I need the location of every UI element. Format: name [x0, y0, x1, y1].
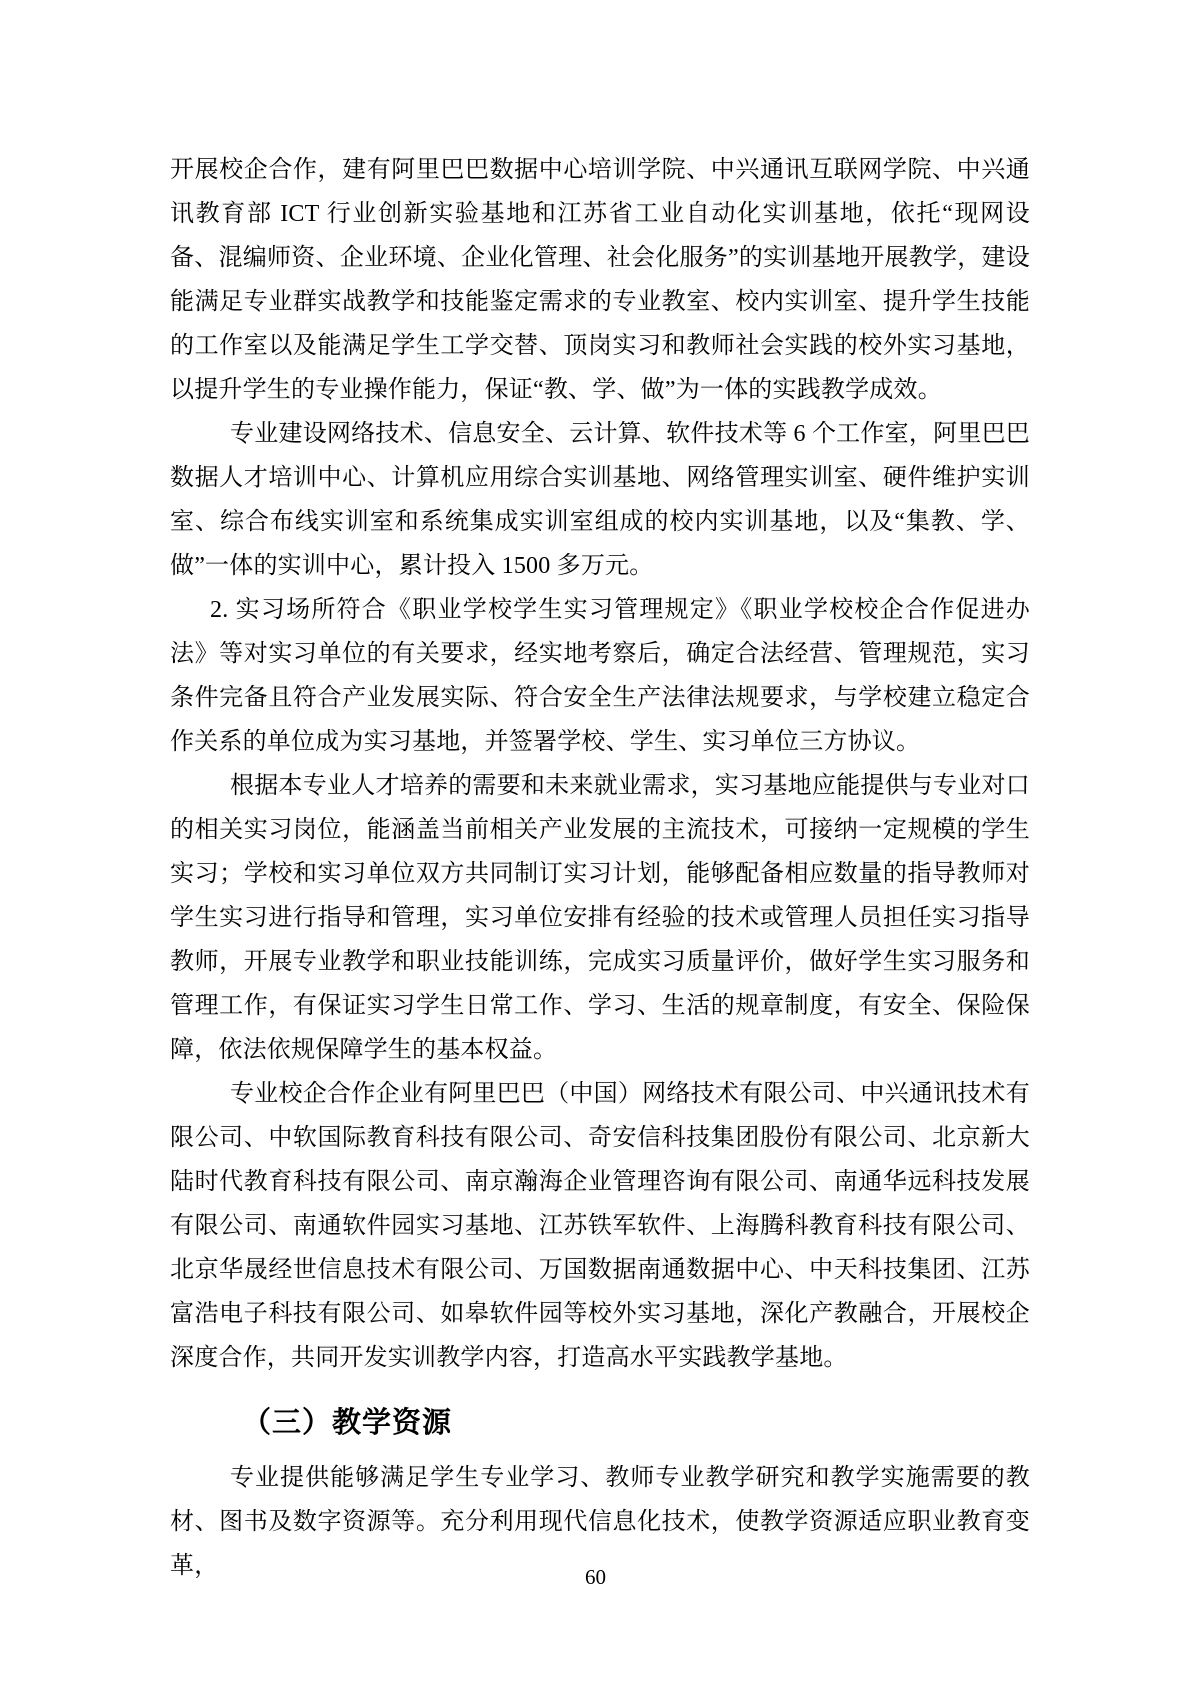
- body-paragraph: 2. 实习场所符合《职业学校学生实习管理规定》《职业学校校企合作促进办法》等对实习单位的有关要求，经实地考察后，确定合法经营、管理规范，实习条件完备且符合产业发展实际、符合安全生产法律法规要求，与学校建立稳定合作关系的单位成为实习基地，并签署学校、学生、实习单位三方协议。: [170, 597, 1030, 755]
- body-paragraph: 根据本专业人才培养的需要和未来就业需求，实习基地应能提供与专业对口的相关实习岗位，能涵盖当前相关产业发展的主流技术，可接纳一定规模的学生实习；学校和实习单位双方共同制订实习计划，能够配备相应数量的指导教师对学生实习进行指导和管理，实习单位安排有经验的技术或管理人员担任实习指导教师，开展专业教学和职业技能训练，完成实习质量评价，做好学生实习服务和管理工作，有保证实习学生日常工作、学习、生活的规章制度，有安全、保险保障，依法依规保障学生的基本权益。: [170, 773, 1030, 1063]
- body-paragraph: 专业提供能够满足学生专业学习、教师专业教学研究和教学实施需要的教材、图书及数字资源等。充分利用现代信息化技术，使教学资源适应职业教育变革，: [170, 1465, 1030, 1579]
- section-heading: （三）教学资源: [242, 1407, 453, 1439]
- body-paragraph: 专业校企合作企业有阿里巴巴（中国）网络技术有限公司、中兴通讯技术有限公司、中软国际教育科技有限公司、奇安信科技集团股份有限公司、北京新大陆时代教育科技有限公司、南京瀚海企业管理咨询有限公司、南通华远科技发展有限公司、南通软件园实习基地、江苏铁军软件、上海腾科教育科技有限公司、北京华晟经世信息技术有限公司、万国数据南通数据中心、中天科技集团、江苏富浩电子科技有限公司、如皋软件园等校外实习基地，深化产教融合，开展校企深度合作，共同开发实训教学内容，打造高水平实践教学基地。: [170, 1081, 1030, 1371]
- page-number: 60: [585, 1565, 606, 1589]
- document-body: [170, 148, 1030, 1588]
- body-paragraph: 专业建设网络技术、信息安全、云计算、软件技术等 6 个工作室，阿里巴巴数据人才培训中心、计算机应用综合实训基地、网络管理实训室、硬件维护实训室、综合布线实训室和系统集成实训室组成的校内实训基地，以及“集教、学、做”一体的实训中心，累计投入 1500 多万元。: [170, 421, 1030, 579]
- body-paragraph: 开展校企合作，建有阿里巴巴数据中心培训学院、中兴通讯互联网学院、中兴通讯教育部 ICT 行业创新实验基地和江苏省工业自动化实训基地，依托“现网设备、混编师资、企业环境、企业化管理、社会化服务”的实训基地开展教学，建设能满足专业群实战教学和技能鉴定需求的专业教室、校内实训室、提升学生技能的工作室以及能满足学生工学交替、顶岗实习和教师社会实践的校外实习基地，以提升学生的专业操作能力，保证“教、学、做”为一体的实践教学成效。: [170, 157, 1030, 403]
